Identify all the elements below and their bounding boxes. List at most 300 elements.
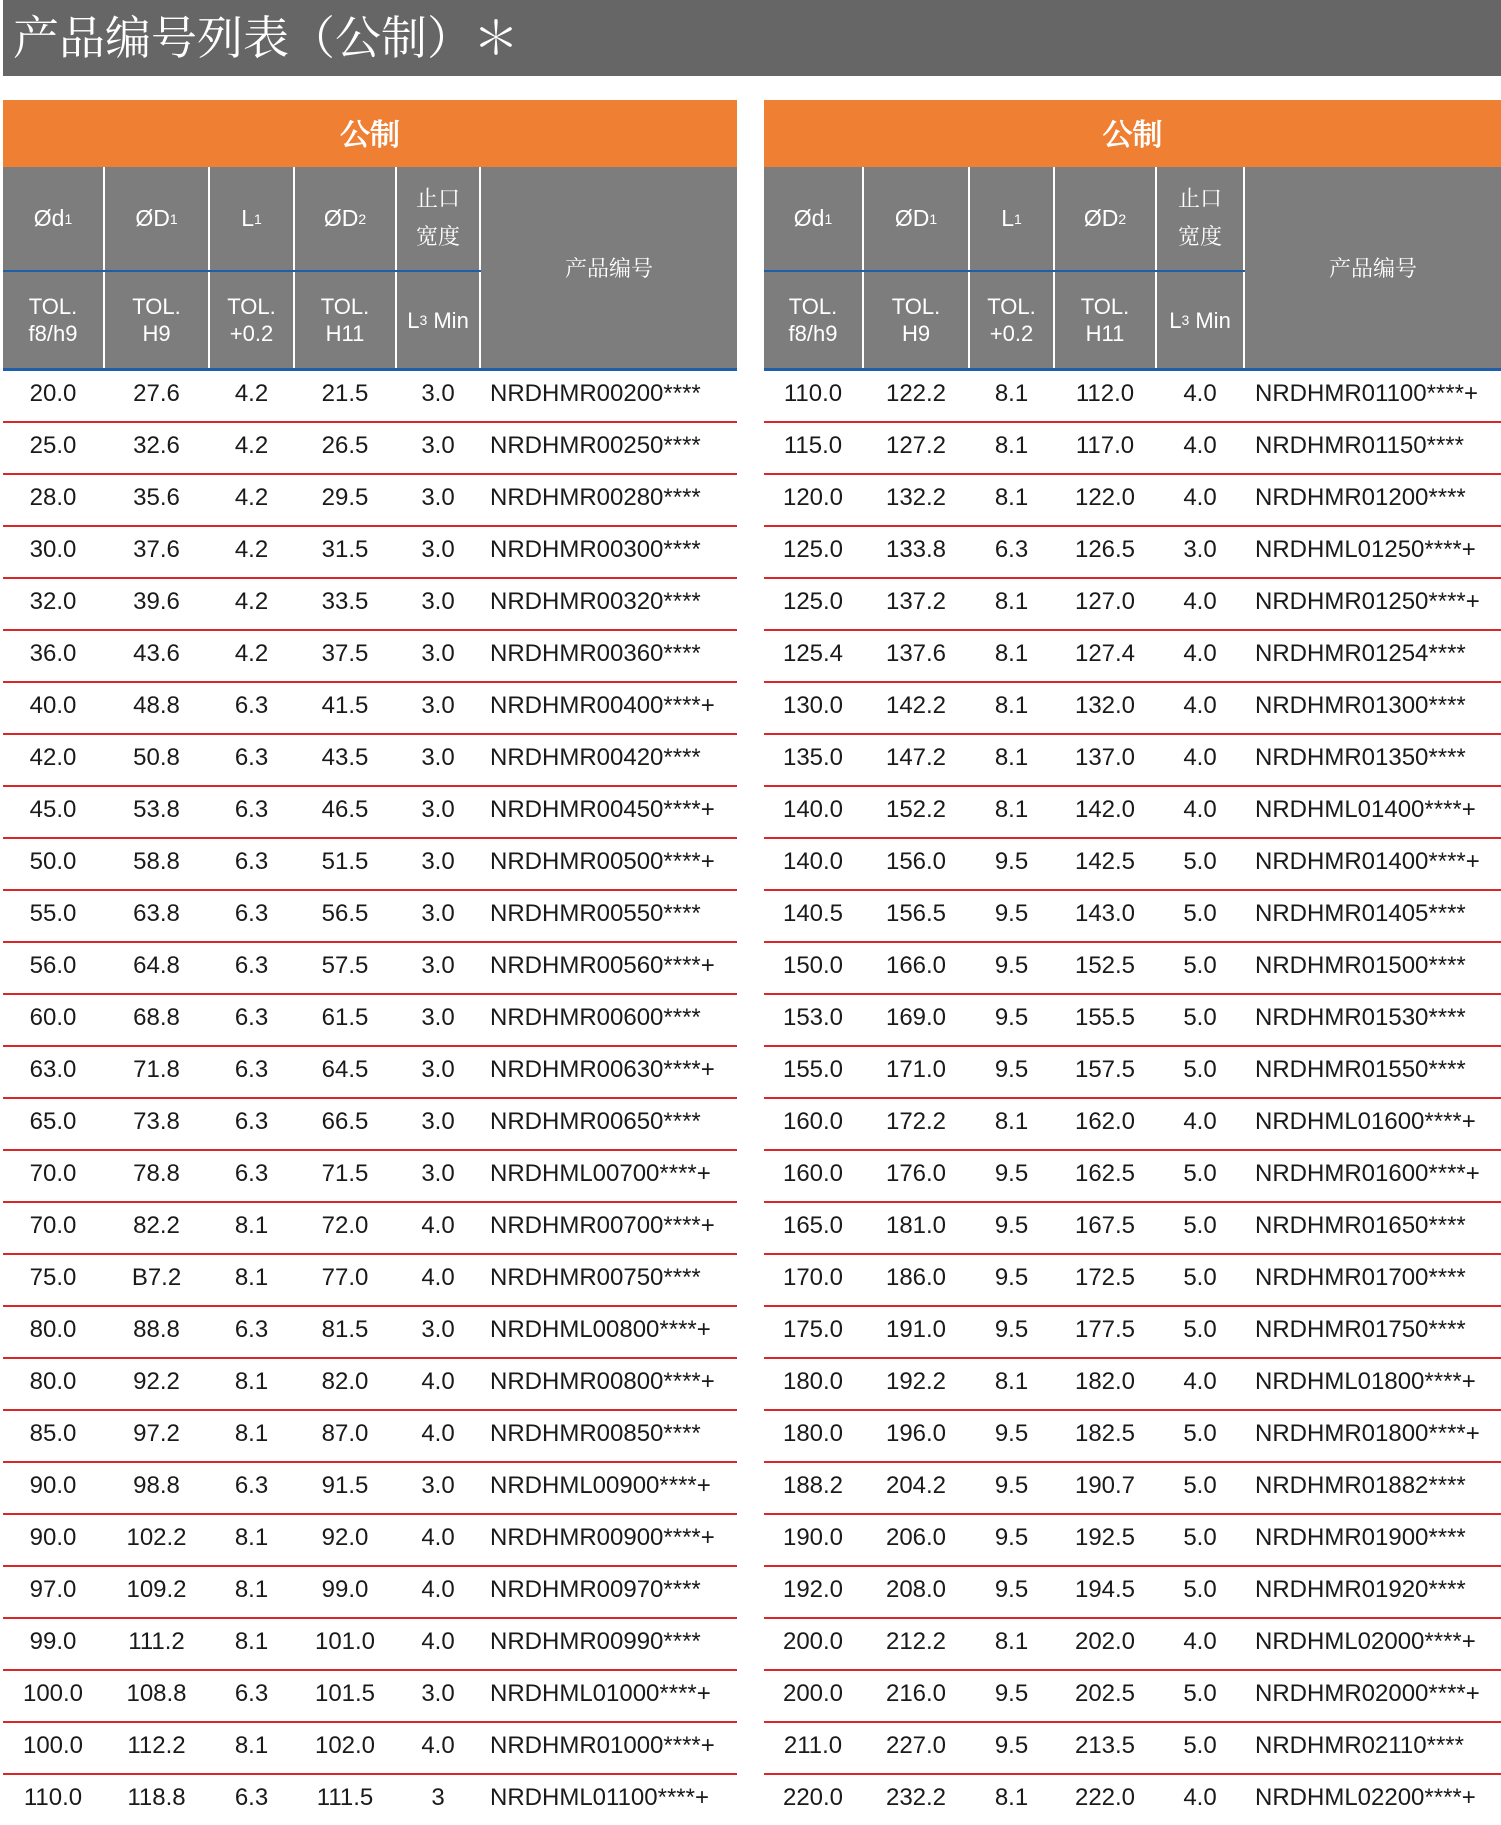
product-code-cell: NRDHMR00420****: [490, 744, 701, 771]
value-cell: 56.0: [29, 952, 77, 979]
value-cell: 9.5: [994, 1160, 1029, 1187]
header-rule: [764, 270, 1245, 272]
value-cell: 4.0: [1183, 1784, 1217, 1811]
product-code-cell: NRDHML00900****+: [490, 1472, 711, 1499]
header-L1: L 1: [1001, 205, 1022, 231]
value-cell: 92.0: [321, 1524, 369, 1551]
value-cell: 5.0: [1183, 1576, 1217, 1603]
product-code-cell: NRDHMR00300****: [490, 536, 701, 563]
value-cell: 75.0: [29, 1264, 77, 1291]
value-cell: 188.2: [782, 1472, 844, 1499]
value-cell: 4.0: [421, 1576, 455, 1603]
value-cell: 91.5: [321, 1472, 369, 1499]
table-row: [764, 1619, 1501, 1671]
value-cell: 150.0: [782, 952, 844, 979]
value-cell: 46.5: [321, 796, 369, 823]
value-cell: 9.5: [994, 1576, 1029, 1603]
product-code-cell: NRDHMR01150****: [1255, 432, 1464, 459]
title-bar: [3, 0, 1501, 76]
table-row: [3, 1047, 737, 1099]
value-cell: 4.0: [1183, 640, 1217, 667]
value-cell: 4.0: [421, 1420, 455, 1447]
value-cell: 58.8: [133, 848, 180, 875]
header-L1: L 1: [241, 205, 262, 231]
header-divider: [862, 167, 864, 368]
value-cell: 4.0: [421, 1212, 455, 1239]
table-row: [3, 1411, 737, 1463]
value-cell: 9.5: [994, 848, 1029, 875]
table-row: [3, 631, 737, 683]
value-cell: 4.0: [1183, 1108, 1217, 1135]
value-cell: 6.3: [994, 536, 1029, 563]
value-cell: 8.1: [994, 484, 1029, 511]
value-cell: 61.5: [321, 1004, 369, 1031]
value-cell: 3.0: [421, 796, 455, 823]
value-cell: 220.0: [782, 1784, 844, 1811]
value-cell: 130.0: [782, 692, 844, 719]
value-cell: 3.0: [421, 432, 455, 459]
header-divider: [208, 167, 210, 368]
value-cell: 4.2: [234, 484, 269, 511]
value-cell: 27.6: [133, 380, 180, 407]
value-cell: 9.5: [994, 1420, 1029, 1447]
value-cell: 190.7: [1074, 1472, 1136, 1499]
table-row: [3, 683, 737, 735]
value-cell: 202.5: [1074, 1680, 1136, 1707]
value-cell: 232.2: [885, 1784, 947, 1811]
value-cell: 160.0: [782, 1160, 844, 1187]
value-cell: 3.0: [421, 588, 455, 615]
product-code-cell: NRDHMR00850****: [490, 1420, 701, 1447]
value-cell: 6.3: [234, 692, 269, 719]
product-code-cell: NRDHMR01900****: [1255, 1524, 1466, 1551]
product-code-cell: NRDHMR01200****: [1255, 484, 1466, 511]
value-cell: 6.3: [234, 1784, 269, 1811]
value-cell: 8.1: [234, 1368, 269, 1395]
value-cell: 110.0: [783, 380, 843, 407]
product-code-cell: NRDHMR00500****+: [490, 848, 715, 875]
value-cell: 9.5: [994, 1316, 1029, 1343]
value-cell: 216.0: [885, 1680, 947, 1707]
value-cell: 56.5: [321, 900, 369, 927]
table-row: [3, 1671, 737, 1723]
metric-table-right: [764, 100, 1501, 1824]
table-row: [764, 1567, 1501, 1619]
table-row: [3, 1203, 737, 1255]
value-cell: 5.0: [1183, 1732, 1217, 1759]
table-row: [3, 1619, 737, 1671]
header-l3-min: L 3 Min: [407, 307, 469, 333]
table-row: [764, 371, 1501, 423]
value-cell: 111.2: [128, 1628, 185, 1655]
value-cell: 4.0: [1183, 484, 1217, 511]
product-code-cell: NRDHMR00250****: [490, 432, 701, 459]
value-cell: 60.0: [29, 1004, 77, 1031]
value-cell: 28.0: [29, 484, 77, 511]
value-cell: 3.0: [421, 1316, 455, 1343]
value-cell: 82.2: [133, 1212, 180, 1239]
product-code-cell: NRDHMR00400****+: [490, 692, 715, 719]
value-cell: 30.0: [29, 536, 77, 563]
value-cell: 196.0: [885, 1420, 947, 1447]
value-cell: 140.0: [782, 796, 844, 823]
value-cell: 6.3: [234, 1316, 269, 1343]
value-cell: 71.5: [321, 1160, 369, 1187]
table-row: [764, 943, 1501, 995]
value-cell: 172.2: [885, 1108, 947, 1135]
value-cell: 8.1: [994, 1628, 1029, 1655]
value-cell: 133.8: [885, 536, 947, 563]
value-cell: 190.0: [782, 1524, 844, 1551]
value-cell: 8.1: [994, 380, 1029, 407]
value-cell: 125.0: [782, 588, 844, 615]
value-cell: 177.5: [1074, 1316, 1136, 1343]
value-cell: 8.1: [994, 588, 1029, 615]
value-cell: 102.0: [314, 1732, 376, 1759]
value-cell: 135.0: [782, 744, 844, 771]
value-cell: 206.0: [885, 1524, 947, 1551]
value-cell: 35.6: [133, 484, 180, 511]
header-D1: ØD 1: [135, 205, 178, 231]
value-cell: 32.0: [29, 588, 77, 615]
value-cell: 176.0: [885, 1160, 947, 1187]
value-cell: 85.0: [29, 1420, 77, 1447]
value-cell: 80.0: [29, 1368, 77, 1395]
value-cell: 120.0: [782, 484, 844, 511]
value-cell: 137.2: [885, 588, 947, 615]
value-cell: 100.0: [22, 1680, 84, 1707]
value-cell: 127.4: [1074, 640, 1136, 667]
table-row: [3, 1463, 737, 1515]
value-cell: 9.5: [994, 1264, 1029, 1291]
value-cell: 98.8: [133, 1472, 180, 1499]
value-cell: 3.0: [421, 848, 455, 875]
product-code-cell: NRDHMR01750****: [1255, 1316, 1466, 1343]
value-cell: 48.8: [133, 692, 180, 719]
value-cell: 142.5: [1074, 848, 1136, 875]
value-cell: 20.0: [29, 380, 77, 407]
value-cell: 200.0: [782, 1628, 844, 1655]
value-cell: 63.8: [133, 900, 180, 927]
value-cell: 5.0: [1183, 1004, 1217, 1031]
value-cell: 39.6: [133, 588, 180, 615]
value-cell: 3.0: [421, 1160, 455, 1187]
product-code-cell: NRDHMR01700****: [1255, 1264, 1466, 1291]
table-row: [764, 423, 1501, 475]
value-cell: 110.0: [23, 1784, 83, 1811]
table-row: [3, 995, 737, 1047]
value-cell: 8.1: [994, 432, 1029, 459]
value-cell: 125.4: [782, 640, 844, 667]
product-code-cell: NRDHMR00650****: [490, 1108, 701, 1135]
product-code-cell: NRDHMR01100****+: [1255, 380, 1478, 407]
value-cell: 6.3: [234, 1056, 269, 1083]
header-l3-min: L 3 Min: [1169, 307, 1231, 333]
value-cell: 6.3: [234, 1004, 269, 1031]
value-cell: 77.0: [321, 1264, 369, 1291]
value-cell: 156.5: [885, 900, 947, 927]
value-cell: 112.2: [127, 1732, 186, 1759]
value-cell: 50.8: [133, 744, 180, 771]
value-cell: 4.0: [1183, 1368, 1217, 1395]
value-cell: 9.5: [994, 1524, 1029, 1551]
value-cell: 4.0: [421, 1628, 455, 1655]
value-cell: 166.0: [885, 952, 947, 979]
header-stop-width: 止口 宽度: [415, 186, 460, 250]
product-code-cell: NRDHML01800****+: [1255, 1368, 1476, 1395]
product-code-cell: NRDHMR00800****+: [490, 1368, 715, 1395]
product-code-cell: NRDHMR02000****+: [1255, 1680, 1480, 1707]
value-cell: 31.5: [321, 536, 369, 563]
table-row: [3, 527, 737, 579]
value-cell: 8.1: [234, 1212, 269, 1239]
tolerance-D2: TOL. H11: [320, 294, 370, 346]
value-cell: 55.0: [29, 900, 77, 927]
table-row: [3, 475, 737, 527]
value-cell: 8.1: [234, 1576, 269, 1603]
product-code-cell: NRDHMR01400****+: [1255, 848, 1480, 875]
value-cell: 194.5: [1074, 1576, 1136, 1603]
value-cell: 175.0: [782, 1316, 844, 1343]
table-row: [3, 1255, 737, 1307]
header-D1: ØD 1: [894, 205, 938, 231]
value-cell: 152.2: [885, 796, 947, 823]
value-cell: 222.0: [1074, 1784, 1136, 1811]
table-row: [3, 839, 737, 891]
value-cell: 97.2: [133, 1420, 180, 1447]
product-code-cell: NRDHMR01405****: [1255, 900, 1466, 927]
value-cell: 50.0: [29, 848, 77, 875]
value-cell: 101.5: [314, 1680, 376, 1707]
value-cell: B7.2: [131, 1264, 182, 1291]
value-cell: 3.0: [1183, 536, 1217, 563]
value-cell: 5.0: [1183, 1420, 1217, 1447]
value-cell: 147.2: [885, 744, 947, 771]
value-cell: 5.0: [1183, 952, 1217, 979]
value-cell: 132.2: [885, 484, 947, 511]
value-cell: 6.3: [234, 900, 269, 927]
table-row: [764, 735, 1501, 787]
value-cell: 73.8: [133, 1108, 180, 1135]
value-cell: 8.1: [234, 1732, 269, 1759]
value-cell: 25.0: [29, 432, 77, 459]
tolerance-D1: TOL. H9: [132, 294, 181, 346]
value-cell: 122.0: [1074, 484, 1136, 511]
value-cell: 4.0: [1183, 744, 1217, 771]
value-cell: 192.2: [885, 1368, 947, 1395]
value-cell: 182.5: [1074, 1420, 1136, 1447]
product-code-cell: NRDHMR00750****: [490, 1264, 701, 1291]
value-cell: 3.0: [421, 640, 455, 667]
value-cell: 82.0: [321, 1368, 369, 1395]
table-row: [3, 1359, 737, 1411]
value-cell: 37.5: [321, 640, 369, 667]
table-header: [764, 167, 1501, 368]
value-cell: 3: [431, 1784, 445, 1811]
header-D2: ØD 2: [1083, 205, 1127, 231]
value-cell: 9.5: [994, 952, 1029, 979]
table-row: [764, 891, 1501, 943]
value-cell: 92.2: [133, 1368, 180, 1395]
value-cell: 153.0: [782, 1004, 844, 1031]
value-cell: 87.0: [321, 1420, 369, 1447]
table-body: [764, 371, 1501, 1824]
value-cell: 63.0: [29, 1056, 77, 1083]
value-cell: 171.0: [885, 1056, 947, 1083]
header-divider: [395, 167, 397, 368]
table-row: [764, 579, 1501, 631]
value-cell: 36.0: [29, 640, 77, 667]
table-row: [764, 1307, 1501, 1359]
value-cell: 8.1: [994, 796, 1029, 823]
value-cell: 170.0: [782, 1264, 844, 1291]
value-cell: 3.0: [421, 952, 455, 979]
value-cell: 101.0: [314, 1628, 376, 1655]
value-cell: 162.5: [1074, 1160, 1136, 1187]
product-code-cell: NRDHML00700****+: [490, 1160, 711, 1187]
value-cell: 186.0: [885, 1264, 947, 1291]
tolerance-L1: TOL. +0.2: [987, 294, 1036, 346]
value-cell: 8.1: [994, 640, 1029, 667]
table-row: [3, 371, 737, 423]
table-row: [3, 1099, 737, 1151]
tolerance-d1: TOL. f8/h9: [788, 294, 838, 346]
header-divider: [1155, 167, 1157, 368]
table-row: [764, 1775, 1501, 1824]
product-code-cell: NRDHMR00600****: [490, 1004, 701, 1031]
value-cell: 126.5: [1074, 536, 1136, 563]
header-rule: [3, 270, 481, 272]
value-cell: 81.5: [321, 1316, 369, 1343]
value-cell: 137.0: [1074, 744, 1136, 771]
value-cell: 208.0: [885, 1576, 947, 1603]
product-code-cell: NRDHMR00550****: [490, 900, 701, 927]
value-cell: 57.5: [321, 952, 369, 979]
product-code-cell: NRDHMR00450****+: [490, 796, 715, 823]
value-cell: 88.8: [133, 1316, 180, 1343]
value-cell: 99.0: [29, 1628, 77, 1655]
table-row: [764, 527, 1501, 579]
value-cell: 5.0: [1183, 1472, 1217, 1499]
product-code-cell: NRDHML01600****+: [1255, 1108, 1476, 1135]
value-cell: 8.1: [994, 1784, 1029, 1811]
value-cell: 5.0: [1183, 1316, 1217, 1343]
value-cell: 53.8: [133, 796, 180, 823]
product-code-cell: NRDHMR00700****+: [490, 1212, 715, 1239]
value-cell: 80.0: [29, 1316, 77, 1343]
value-cell: 5.0: [1183, 1680, 1217, 1707]
value-cell: 4.0: [421, 1264, 455, 1291]
table-row: [3, 579, 737, 631]
value-cell: 213.5: [1074, 1732, 1136, 1759]
value-cell: 9.5: [994, 1212, 1029, 1239]
value-cell: 155.5: [1074, 1004, 1136, 1031]
product-code-cell: NRDHML02200****+: [1255, 1784, 1476, 1811]
value-cell: 40.0: [29, 692, 77, 719]
product-code-cell: NRDHMR00970****: [490, 1576, 701, 1603]
table-row: [764, 1723, 1501, 1775]
value-cell: 143.0: [1074, 900, 1136, 927]
value-cell: 102.2: [126, 1524, 187, 1551]
value-cell: 180.0: [782, 1368, 844, 1395]
table-row: [3, 1723, 737, 1775]
table-row: [764, 839, 1501, 891]
value-cell: 6.3: [234, 848, 269, 875]
table-row: [3, 735, 737, 787]
value-cell: 117.0: [1075, 432, 1135, 459]
value-cell: 8.1: [994, 1368, 1029, 1395]
value-cell: 70.0: [29, 1160, 77, 1187]
value-cell: 200.0: [782, 1680, 844, 1707]
header-divider: [1053, 167, 1055, 368]
value-cell: 4.0: [1183, 796, 1217, 823]
value-cell: 5.0: [1183, 1524, 1217, 1551]
value-cell: 165.0: [782, 1212, 844, 1239]
product-code-cell: NRDHMR01530****: [1255, 1004, 1466, 1031]
value-cell: 90.0: [29, 1524, 77, 1551]
product-code-cell: NRDHMR00630****+: [490, 1056, 715, 1083]
product-code-cell: NRDHMR00320****: [490, 588, 701, 615]
table-heading: 公制: [3, 100, 737, 167]
value-cell: 3.0: [421, 1472, 455, 1499]
product-code-cell: NRDHMR01254****: [1255, 640, 1466, 667]
value-cell: 3.0: [421, 1004, 455, 1031]
value-cell: 71.8: [133, 1056, 180, 1083]
product-code-cell: NRDHMR01920****: [1255, 1576, 1466, 1603]
product-code-cell: NRDHMR01800****+: [1255, 1420, 1480, 1447]
value-cell: 99.0: [321, 1576, 369, 1603]
table-row: [764, 1515, 1501, 1567]
value-cell: 26.5: [321, 432, 369, 459]
value-cell: 182.0: [1074, 1368, 1136, 1395]
value-cell: 167.5: [1074, 1212, 1136, 1239]
value-cell: 5.0: [1183, 1264, 1217, 1291]
value-cell: 6.3: [234, 1108, 269, 1135]
value-cell: 137.6: [885, 640, 947, 667]
value-cell: 118.8: [127, 1784, 186, 1811]
product-code-cell: NRDHMR01250****+: [1255, 588, 1480, 615]
value-cell: 66.5: [321, 1108, 369, 1135]
value-cell: 90.0: [29, 1472, 77, 1499]
value-cell: 3.0: [421, 692, 455, 719]
value-cell: 9.5: [994, 1472, 1029, 1499]
header-divider: [968, 167, 970, 368]
value-cell: 127.0: [1074, 588, 1136, 615]
value-cell: 3.0: [421, 1680, 455, 1707]
product-code-cell: NRDHMR01882****: [1255, 1472, 1466, 1499]
product-code-cell: NRDHMR01550****: [1255, 1056, 1466, 1083]
value-cell: 4.2: [234, 380, 269, 407]
table-row: [3, 787, 737, 839]
value-cell: 3.0: [421, 1056, 455, 1083]
table-row: [3, 1151, 737, 1203]
metric-table-left: [3, 100, 737, 1824]
value-cell: 169.0: [885, 1004, 947, 1031]
value-cell: 4.0: [421, 1732, 455, 1759]
value-cell: 142.2: [885, 692, 947, 719]
value-cell: 152.5: [1074, 952, 1136, 979]
value-cell: 115.0: [783, 432, 843, 459]
value-cell: 160.0: [782, 1108, 844, 1135]
value-cell: 6.3: [234, 1472, 269, 1499]
value-cell: 180.0: [782, 1420, 844, 1447]
header-divider: [479, 167, 481, 368]
table-row: [3, 1515, 737, 1567]
product-code-cell: NRDHML01400****+: [1255, 796, 1476, 823]
value-cell: 140.5: [782, 900, 844, 927]
value-cell: 181.0: [885, 1212, 947, 1239]
value-cell: 108.8: [126, 1680, 187, 1707]
